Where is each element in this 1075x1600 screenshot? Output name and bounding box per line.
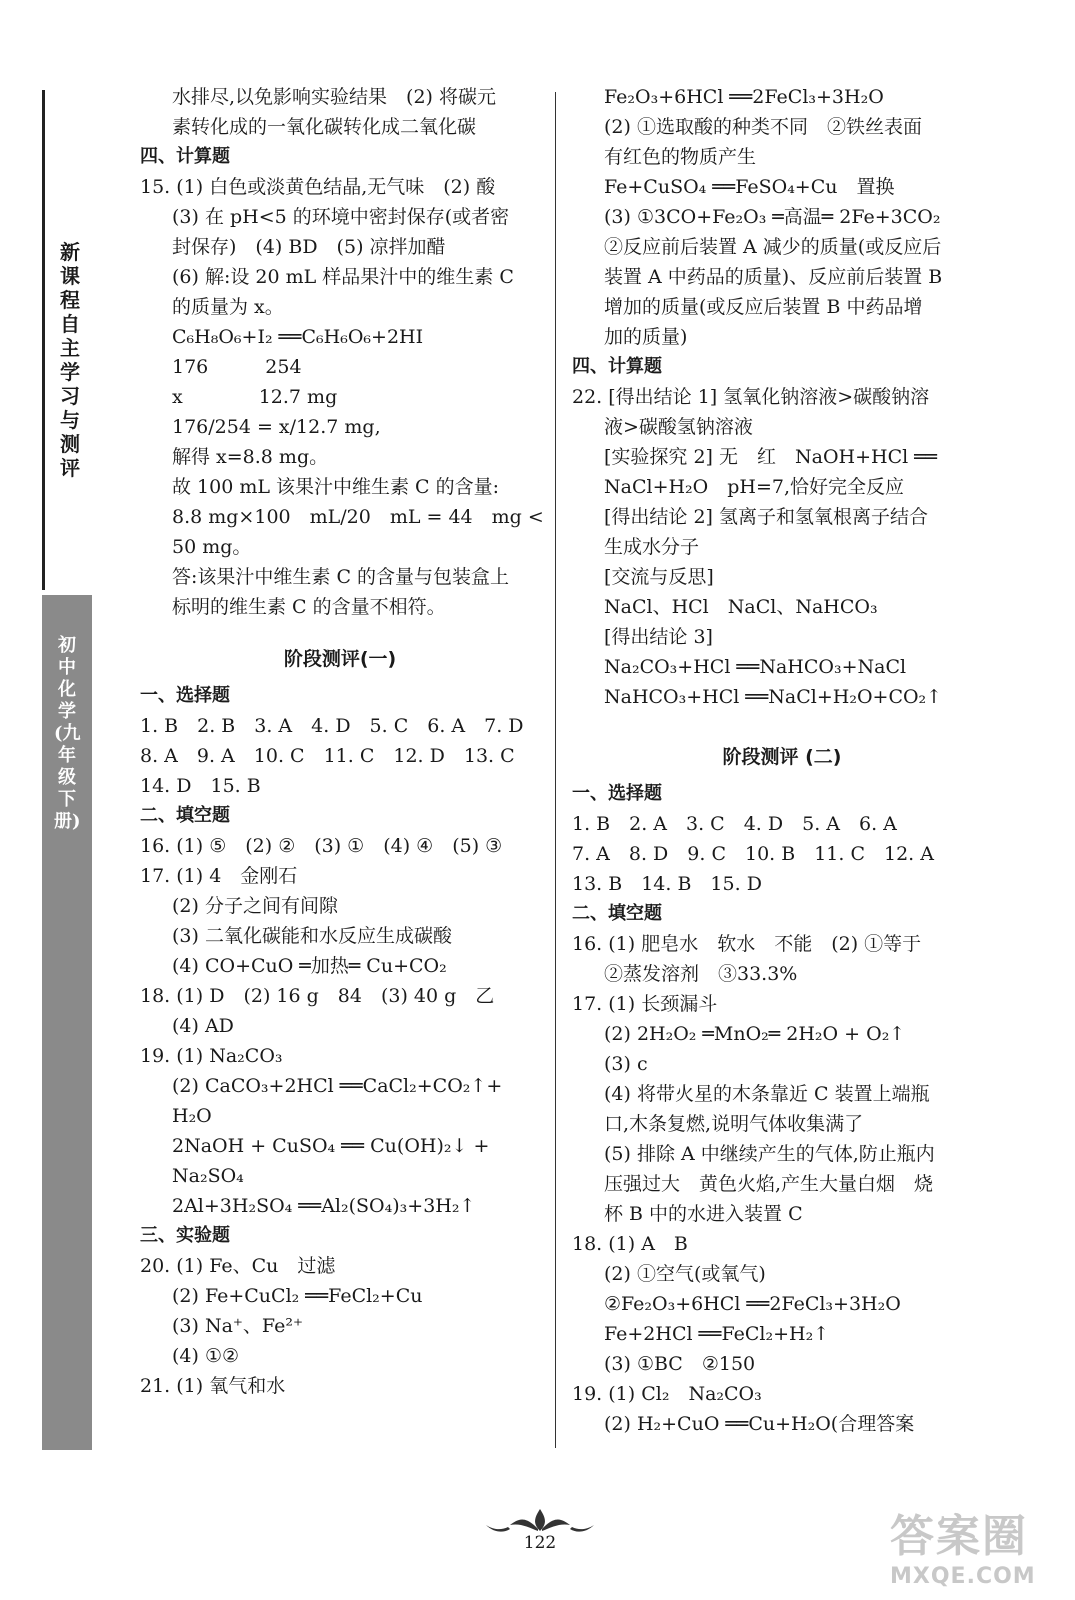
answer-line: 加的质量) [604,326,688,348]
answer-line: (2) ①空气(或氧气) [604,1263,766,1285]
answer-line: (4) 将带火星的木条靠近 C 装置上端瓶 [604,1083,930,1105]
watermark [890,1500,1065,1595]
answer-line: NaCl+H₂O pH=7,恰好完全反应 [604,476,905,498]
answer-line: 176/254 = x/12.7 mg, [172,416,381,438]
answer-line: 14. D 15. B [140,775,261,797]
answer-line: [得出结论 2] 氢离子和氢氧根离子结合 [604,506,928,528]
answer-line: 16. (1) 肥皂水 软水 不能 (2) ①等于 [572,933,922,955]
answer-line: C₆H₈O₆+I₂ ══C₆H₆O₆+2HI [172,326,424,348]
section-heading: 一、选择题 [572,783,662,804]
answer-line: 增加的质量(或反应后装置 B 中药品增 [604,296,923,318]
section-heading: 三、实验题 [140,1225,230,1246]
answer-line: 16. (1) ⑤ (2) ② (3) ① (4) ④ (5) ③ [140,835,503,857]
answer-line: (2) ①选取酸的种类不同 ②铁丝表面 [604,116,922,138]
answer-line: H₂O [172,1105,212,1127]
answer-line: (2) CaCO₃+2HCl ══CaCl₂+CO₂↑+ [172,1075,503,1097]
answer-line: 压强过大 黄色火焰,产生大量白烟 烧 [604,1173,934,1195]
answer-line: 口,木条复燃,说明气体收集满了 [604,1113,864,1135]
answer-line: 50 mg。 [172,536,252,558]
section-heading: 二、填空题 [140,805,230,826]
page-number: 122 [523,1533,557,1553]
sidebar [42,90,92,1450]
answer-line: (3) ①3CO+Fe₂O₃ ═高温═ 2Fe+3CO₂ [604,206,941,228]
answer-line: (4) AD [172,1015,234,1037]
answer-line: Fe+CuSO₄ ══FeSO₄+Cu 置换 [604,176,895,198]
answer-line: 2Al+3H₂SO₄ ══Al₂(SO₄)₃+3H₂↑ [172,1195,476,1217]
answer-line: Fe₂O₃+6HCl ══2FeCl₃+3H₂O [604,86,884,108]
answer-line: ②Fe₂O₃+6HCl ══2FeCl₃+3H₂O [604,1293,901,1315]
section-heading: 四、计算题 [140,146,230,167]
answer-line: 7. A 8. D 9. C 10. B 11. C 12. A [572,843,934,865]
answer-line: (3) 二氧化碳能和水反应生成碳酸 [172,925,452,947]
section-title-stage-1: 阶段测评(一) [283,648,397,670]
answer-line: 2NaOH + CuSO₄ ══ Cu(OH)₂↓ + [172,1135,490,1157]
answer-line: NaHCO₃+HCl ══NaCl+H₂O+CO₂↑ [604,686,943,708]
answer-line: [得出结论 3] [604,626,713,648]
answer-line: 的质量为 x。 [172,296,284,318]
answer-line: 故 100 mL 该果汁中维生素 C 的含量: [172,476,500,498]
answer-line: 13. B 14. B 15. D [572,873,762,895]
section-heading: 一、选择题 [140,685,230,706]
answer-line: 1. B 2. A 3. C 4. D 5. A 6. A [572,813,897,835]
answer-line: 封保存) (4) BD (5) 凉拌加醋 [172,236,446,258]
left-answers-bottom [140,681,540,1401]
section-heading: 二、填空题 [572,903,662,924]
section-title-stage-2: 阶段测评 (二) [722,746,842,768]
answer-line: 17. (1) 4 金刚石 [140,865,298,887]
answer-line: 1. B 2. B 3. A 4. D 5. C 6. A 7. D [140,715,524,737]
answer-line: (2) 分子之间有间隙 [172,895,338,917]
answer-line: 标明的维生素 C 的含量不相符。 [172,596,446,618]
answer-line: x 12.7 mg [172,386,338,408]
answer-line: [交流与反思] [604,566,714,588]
answer-line: 水排尽,以免影响实验结果 (2) 将碳元 [172,86,496,108]
answer-line: (4) ①② [172,1345,240,1367]
answer-line: 生成水分子 [604,536,700,558]
answer-line: (3) 在 pH<5 的环境中密封保存(或者密 [172,206,510,228]
watermark-url: MXQE.COM [890,1564,1036,1589]
subject-label: 初中化学(九年级下册) [54,635,81,832]
left-column [140,82,544,1401]
watermark-logo-text: 答案圈 [890,1511,1028,1562]
answer-line: (2) 2H₂O₂ ═MnO₂═ 2H₂O + O₂↑ [604,1023,906,1045]
answer-line: 8.8 mg×100 mL/20 mL = 44 mg < [172,506,544,528]
column-divider [555,92,556,1448]
section-heading: 四、计算题 [572,356,662,377]
answer-line: 8. A 9. A 10. C 11. C 12. D 13. C [140,745,515,767]
answer-line: 20. (1) Fe、Cu 过滤 [140,1255,336,1277]
answer-line: 解得 x=8.8 mg。 [172,446,329,468]
answer-line: 15. (1) 白色或淡黄色结晶,无气味 (2) 酸 [140,176,496,198]
answer-line: Fe+2HCl ══FeCl₂+H₂↑ [604,1323,830,1345]
answer-line: 杯 B 中的水进入装置 C [604,1203,803,1225]
sidebar-top [42,90,95,590]
answer-line: 17. (1) 长颈漏斗 [572,993,718,1015]
answer-line: (3) c [604,1053,648,1075]
answer-line: 21. (1) 氧气和水 [140,1375,286,1397]
answer-line: 19. (1) Na₂CO₃ [140,1045,283,1067]
ornament-icon [480,1505,600,1535]
answer-line: 176 254 [172,356,302,378]
answer-line: 液>碳酸氢钠溶液 [604,416,753,438]
right-answers-top [572,82,992,712]
answer-line: 18. (1) A B [572,1233,688,1255]
answer-line: NaCl、HCl NaCl、NaHCO₃ [604,596,878,618]
answer-line: (2) Fe+CuCl₂ ══FeCl₂+Cu [172,1285,423,1307]
answer-line: 18. (1) D (2) 16 g 84 (3) 40 g 乙 [140,985,495,1007]
answer-line: (3) Na⁺、Fe²⁺ [172,1315,303,1337]
sidebar-bottom [42,595,92,1450]
answer-line: ②蒸发溶剂 ③33.3% [604,963,798,985]
answer-line: 有红色的物质产生 [604,146,757,168]
answer-line: (5) 排除 A 中继续产生的气体,防止瓶内 [604,1143,935,1165]
answer-line: (6) 解:设 20 mL 样品果汁中的维生素 C [172,266,514,288]
page-footer [480,1505,600,1565]
answer-line: [实验探究 2] 无 红 NaOH+HCl ══ [604,446,938,468]
answer-line: 装置 A 中药品的质量)、反应前后装置 B [604,266,943,288]
answer-line: (2) H₂+CuO ══Cu+H₂O(合理答案 [604,1413,915,1435]
answer-line: 22. [得出结论 1] 氢氧化钠溶液>碳酸钠溶 [572,386,930,408]
right-column [572,82,992,1439]
answer-line: (4) CO+CuO ═加热═ Cu+CO₂ [172,955,447,977]
answer-line: (3) ①BC ②150 [604,1353,756,1375]
left-answers-top [140,82,544,622]
answer-line: 答:该果汁中维生素 C 的含量与包装盒上 [172,566,510,588]
answer-line: Na₂SO₄ [172,1165,244,1187]
answer-line: 素转化成的一氧化碳转化成二氧化碳 [172,116,477,138]
book-title-label: 新课程自主学习与测评 [60,240,80,480]
answer-line: Na₂CO₃+HCl ══NaHCO₃+NaCl [604,656,907,678]
right-answers-bottom [572,779,992,1439]
answer-line: 19. (1) Cl₂ Na₂CO₃ [572,1383,762,1405]
answer-line: ②反应前后装置 A 减少的质量(或反应后 [604,236,942,258]
